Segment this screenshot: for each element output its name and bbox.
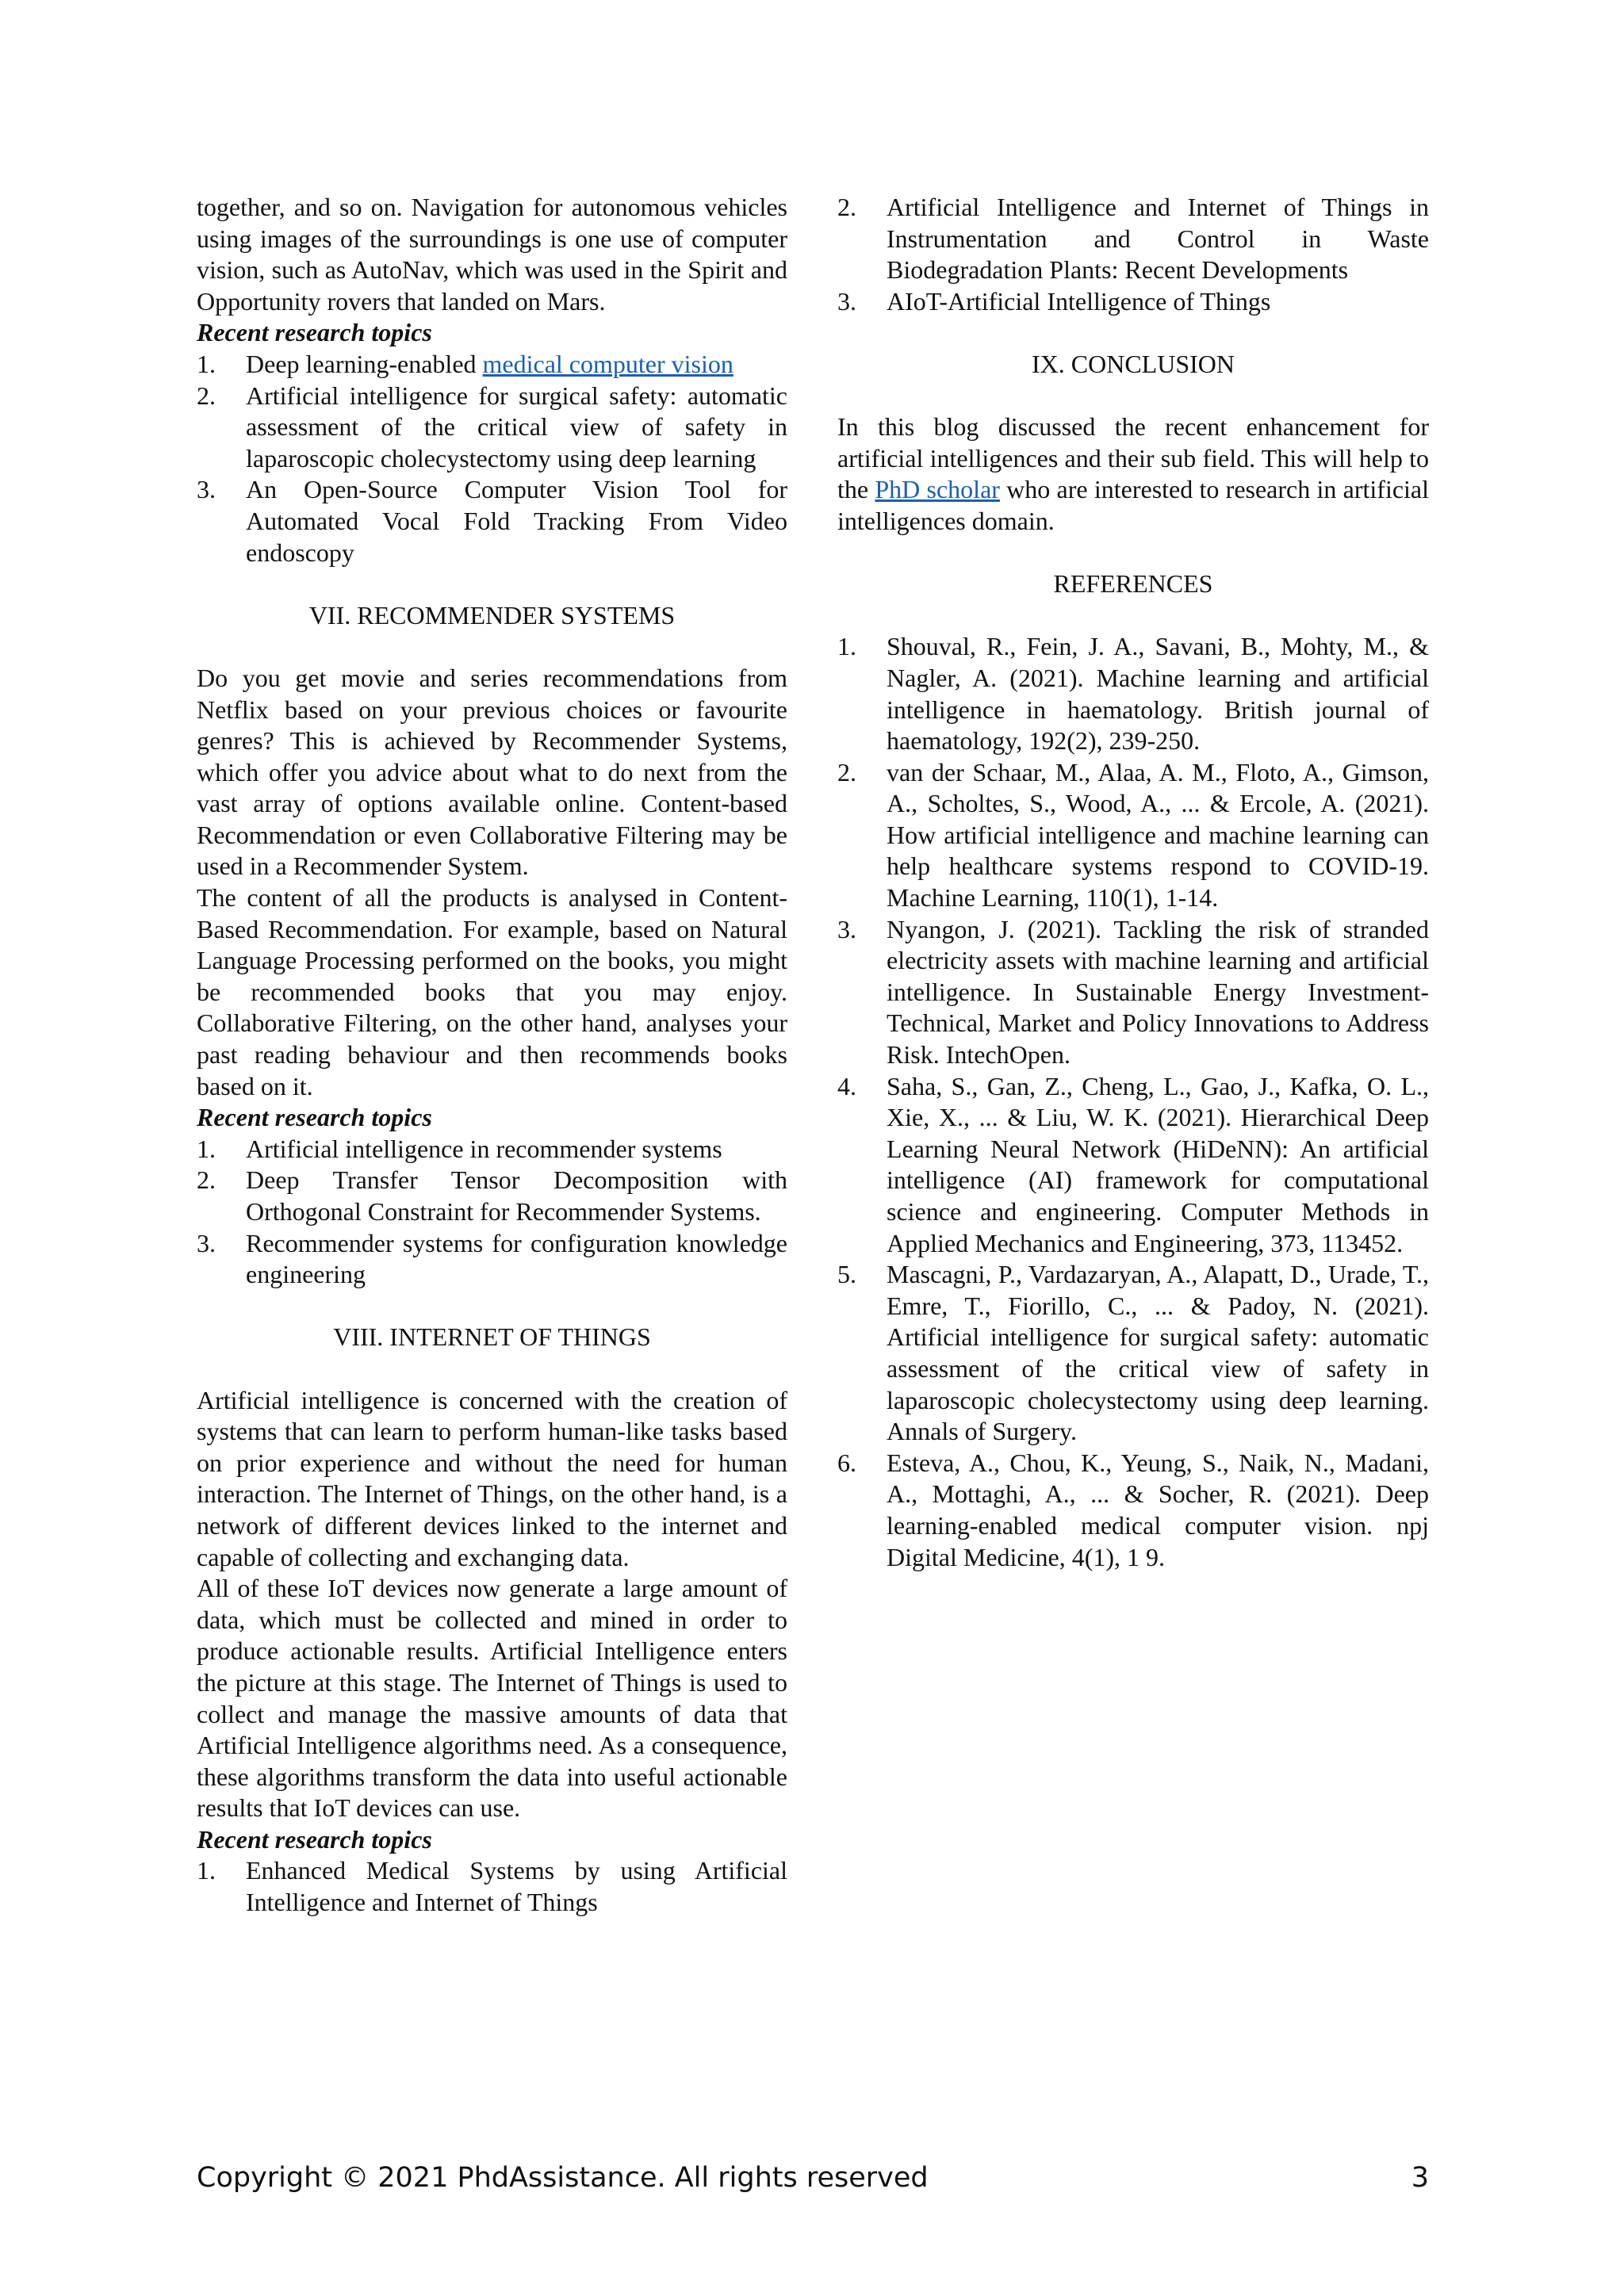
- section-heading-recommender: VII. RECOMMENDER SYSTEMS: [308, 600, 676, 629]
- recommender-paragraph-2: The content of all the products is analysed in Content-Based Recommendation. For example, based on Natural Language Processing performed on the books, you might be recommended books that you may enjoy. Collaborative Filtering, on the other hand, analyses your past reading behaviour and then recommends books based on it.: [197, 883, 787, 1100]
- list-item: [197, 381, 787, 475]
- reference-number: 4.: [837, 1071, 856, 1100]
- conclusion-text: who are interested to research in artificial intelligences domain.: [837, 475, 1430, 535]
- reference-text: Shouval, R., Fein, J. A., Savani, B., Mohty, M., & Nagler, A. (2021). Machine learning and artificial intelligence in haematology. British journal of haematology, 192(2), 239-250.: [887, 632, 1429, 756]
- medical-computer-vision-link[interactable]: medical computer vision: [482, 349, 733, 378]
- reference-number: 2.: [837, 757, 856, 786]
- list-text: Artificial Intelligence and Internet of Things in Instrumentation and Control in Waste Biodegradation Plants: Recent Developments: [887, 193, 1429, 285]
- list-item: [837, 286, 1429, 318]
- list-number: 1.: [197, 1134, 216, 1163]
- research-topics-heading: Recent research topics: [197, 1103, 432, 1132]
- copyright-notice: Copyright © 2021 PhdAssistance. All rights reserved: [197, 2162, 929, 2194]
- left-column: [197, 192, 787, 1919]
- list-number: 2.: [197, 1165, 216, 1195]
- list-text: Recommender systems for configuration knowledge engineering: [246, 1228, 787, 1289]
- references-list: [837, 631, 1429, 1573]
- reference-number: 3.: [837, 914, 856, 943]
- list-text: Artificial intelligence in recommender systems: [246, 1134, 722, 1163]
- iot-paragraph-1: Artificial intelligence is concerned with the creation of systems that can learn to perform human-like tasks based on prior experience and without the need for human interaction. The Internet of Things, on the other hand, is a network of different devices linked to the internet and capable of collecting and exchanging data.: [197, 1385, 787, 1571]
- research-topics-list-continued: [837, 192, 1429, 317]
- list-item: [197, 349, 787, 381]
- reference-text: Saha, S., Gan, Z., Cheng, L., Gao, J., Kafka, O. L., Xie, X., ... & Liu, W. K. (2021). Hierarchical Deep Learning Neural Network (HiDeNN): An artificial intelligence (AI) framework for computational science and engineering. Computer Methods in Applied Mechanics and Engineering, 373, 113452.: [887, 1071, 1429, 1257]
- section-heading-references: REFERENCES: [1053, 569, 1213, 599]
- list-item: [837, 192, 1429, 286]
- list-item: [197, 474, 787, 568]
- research-topics-list: [197, 1134, 787, 1291]
- list-item: [197, 1165, 787, 1227]
- reference-number: 1.: [837, 632, 856, 661]
- list-text: AIoT-Artificial Intelligence of Things: [887, 286, 1271, 316]
- reference-text: Mascagni, P., Vardazaryan, A., Alapatt, D., Urade, T., Emre, T., Fiorillo, C., ... & Padoy, N. (2021). Artificial intelligence for surgical safety: automatic assessment of the critical view of safety in laparoscopic cholecystectomy using deep learning. Annals of Surgery.: [887, 1260, 1429, 1446]
- intro-paragraph: together, and so on. Navigation for autonomous vehicles using images of the surroundings is one use of computer vision, such as AutoNav, which was used in the Spirit and Opportunity rovers that landed on Mars.: [197, 193, 787, 316]
- reference-item: [837, 1448, 1429, 1573]
- research-topics-heading: Recent research topics: [197, 1824, 432, 1854]
- reference-number: 6.: [837, 1448, 856, 1477]
- recommender-paragraph-1: Do you get movie and series recommendations from Netflix based on your previous choices or favourite genres? This is achieved by Recommender Systems, which offer you advice about what to do next from the vast array of options available online. Content-based Recommendation or even Collaborative Filtering may be used in a Recommender System.: [197, 663, 787, 881]
- list-number: 1.: [197, 1856, 216, 1885]
- list-number: 1.: [197, 349, 216, 378]
- phd-scholar-link[interactable]: PhD scholar: [875, 475, 1000, 504]
- conclusion-paragraph: [837, 411, 1429, 537]
- list-text: Artificial intelligence for surgical safety: automatic assessment of the critical view of safety in laparoscopic cholecystectomy using deep learning: [246, 381, 787, 473]
- reference-item: [837, 757, 1429, 914]
- page-footer: [197, 2162, 1429, 2202]
- reference-text: Nyangon, J. (2021). Tackling the risk of stranded electricity assets with machine learning and artificial intelligence. In Sustainable Energy Investment-Technical, Market and Policy Innovations to Address Risk. IntechOpen.: [887, 914, 1429, 1070]
- reference-number: 5.: [837, 1260, 856, 1289]
- section-heading-conclusion: IX. CONCLUSION: [1032, 349, 1235, 378]
- list-number: 3.: [197, 475, 216, 504]
- list-item: [197, 1134, 787, 1165]
- research-topics-list: [197, 1855, 787, 1918]
- list-number: 2.: [837, 193, 856, 221]
- list-number: 3.: [837, 286, 856, 316]
- list-item: [197, 1228, 787, 1291]
- reference-item: [837, 914, 1429, 1071]
- list-number: 2.: [197, 381, 216, 410]
- list-text: Deep learning-enabled: [246, 349, 483, 378]
- page-number: 3: [1411, 2162, 1429, 2194]
- list-text: An Open-Source Computer Vision Tool for Automated Vocal Fold Tracking From Video endoscopy: [246, 475, 787, 567]
- list-number: 3.: [197, 1228, 216, 1257]
- research-topics-heading: Recent research topics: [197, 318, 432, 347]
- reference-item: [837, 1259, 1429, 1448]
- reference-text: van der Schaar, M., Alaa, A. M., Floto, A., Gimson, A., Scholtes, S., Wood, A., ... & Ercole, A. (2021). How artificial intelligence and machine learning can help healthcare systems respond to COVID-19. Machine Learning, 110(1), 1-14.: [887, 757, 1429, 913]
- list-item: [197, 1855, 787, 1918]
- list-text: Deep Transfer Tensor Decomposition with Orthogonal Constraint for Recommender Systems.: [246, 1165, 787, 1226]
- list-text: Enhanced Medical Systems by using Artificial Intelligence and Internet of Things: [246, 1856, 787, 1917]
- section-heading-iot: VIII. INTERNET OF THINGS: [333, 1322, 651, 1352]
- iot-paragraph-2: All of these IoT devices now generate a large amount of data, which must be collected and mined in order to produce actionable results. Artificial Intelligence enters the picture at this stage. The Internet of Things is used to collect and manage the massive amounts of data that Artificial Intelligence algorithms need. As a consequence, these algorithms transform the data into useful actionable results that IoT devices can use.: [197, 1574, 787, 1823]
- right-column: [837, 192, 1429, 1573]
- research-topics-list: [197, 349, 787, 568]
- reference-text: Esteva, A., Chou, K., Yeung, S., Naik, N., Madani, A., Mottaghi, A., ... & Socher, R. (2021). Deep learning-enabled medical computer vision. npj Digital Medicine, 4(1), 1 9.: [887, 1448, 1429, 1571]
- conclusion-text: In this blog discussed the recent enhancement for artificial intelligences and their sub field. This will help to the: [837, 412, 1429, 504]
- reference-item: [837, 631, 1429, 756]
- reference-item: [837, 1071, 1429, 1260]
